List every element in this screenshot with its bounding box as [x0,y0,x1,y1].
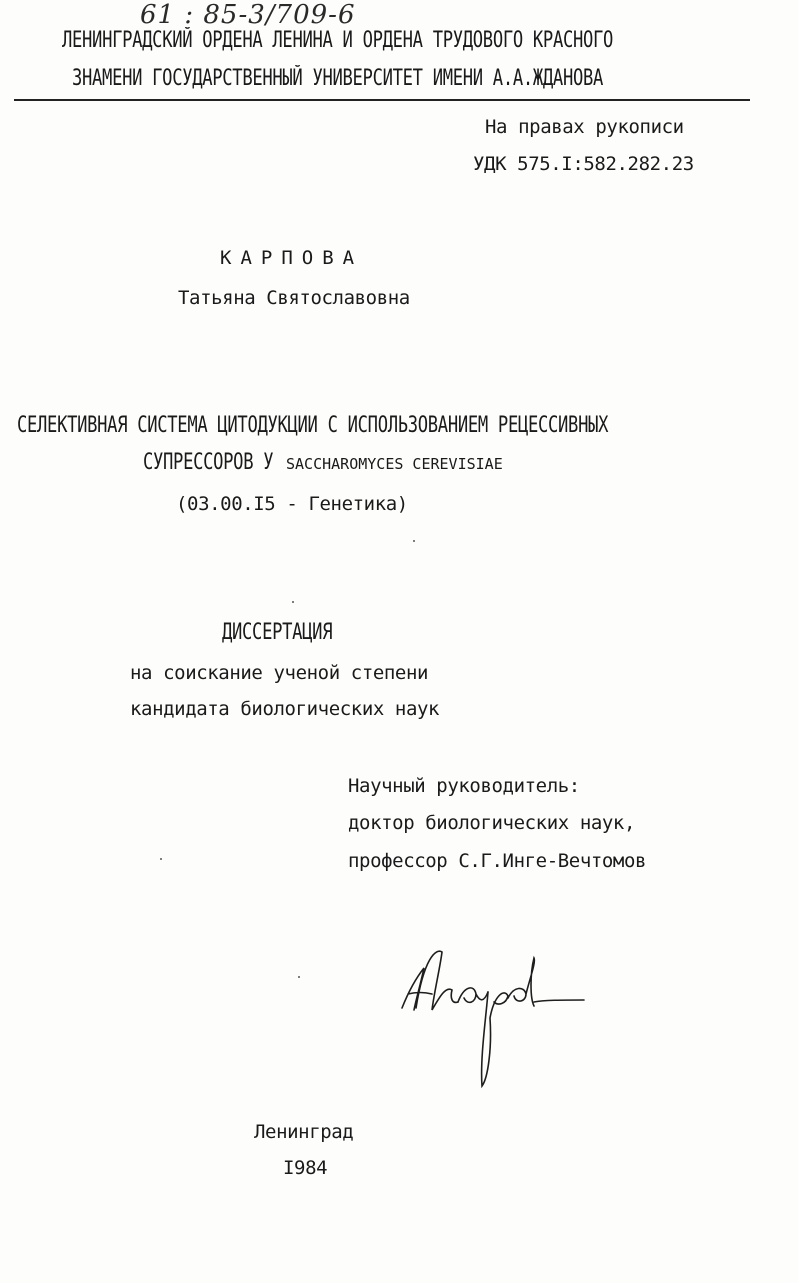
header-line-2-text: ЗНАМЕНИ ГОСУДАРСТВЕННЫЙ УНИВЕРСИТЕТ ИМЕНИ А.А.ЖДАНОВА [72,66,604,91]
dissertation-line-2: кандидата биологических наук [130,698,440,720]
dissertation-label-text: ДИССЕРТАЦИЯ [222,620,333,645]
title-line-2-latin: SACCHAROMYCES CEREVISIAE [286,455,503,473]
specialty-code: (03.00.I5 - Генетика) [176,493,408,515]
header-rule [14,99,750,101]
advisor-degree: доктор биологических наук, [348,812,636,834]
author-given-names: Татьяна Святославовна [178,287,410,309]
author-signature [394,938,594,1093]
year: I984 [283,1157,328,1179]
place: Ленинград [254,1121,354,1143]
author-surname: КАРПОВА [220,247,364,269]
advisor-name: профессор С.Г.Инге-Вечтомов [348,850,647,872]
udk-code: УДК 575.I:582.282.23 [473,153,694,175]
title-line-2 [143,451,515,476]
archive-number: 61 : 85-3/709-6 [140,0,356,30]
header-line-1 [62,29,768,53]
speck [413,540,415,542]
rights-note: На правах рукописи [485,116,684,138]
header-line-1-text: ЛЕНИНГРАДСКИЙ ОРДЕНА ЛЕНИНА И ОРДЕНА ТРУДОВОГО КРАСНОГО [62,28,614,53]
advisor-label: Научный руководитель: [348,775,580,797]
speck [292,601,294,603]
title-line-2-prefix: СУПРЕССОРОВ У [143,450,274,475]
header-line-2 [72,67,753,91]
dissertation-line-1: на соискание ученой степени [130,662,429,684]
dissertation-label [222,621,363,645]
title-line-1 [17,414,775,438]
speck [298,976,300,978]
speck [160,858,162,860]
title-line-1-text: СЕЛЕКТИВНАЯ СИСТЕМА ЦИТОДУКЦИИ С ИСПОЛЬЗОВАНИЕМ РЕЦЕССИВНЫХ [17,413,609,438]
